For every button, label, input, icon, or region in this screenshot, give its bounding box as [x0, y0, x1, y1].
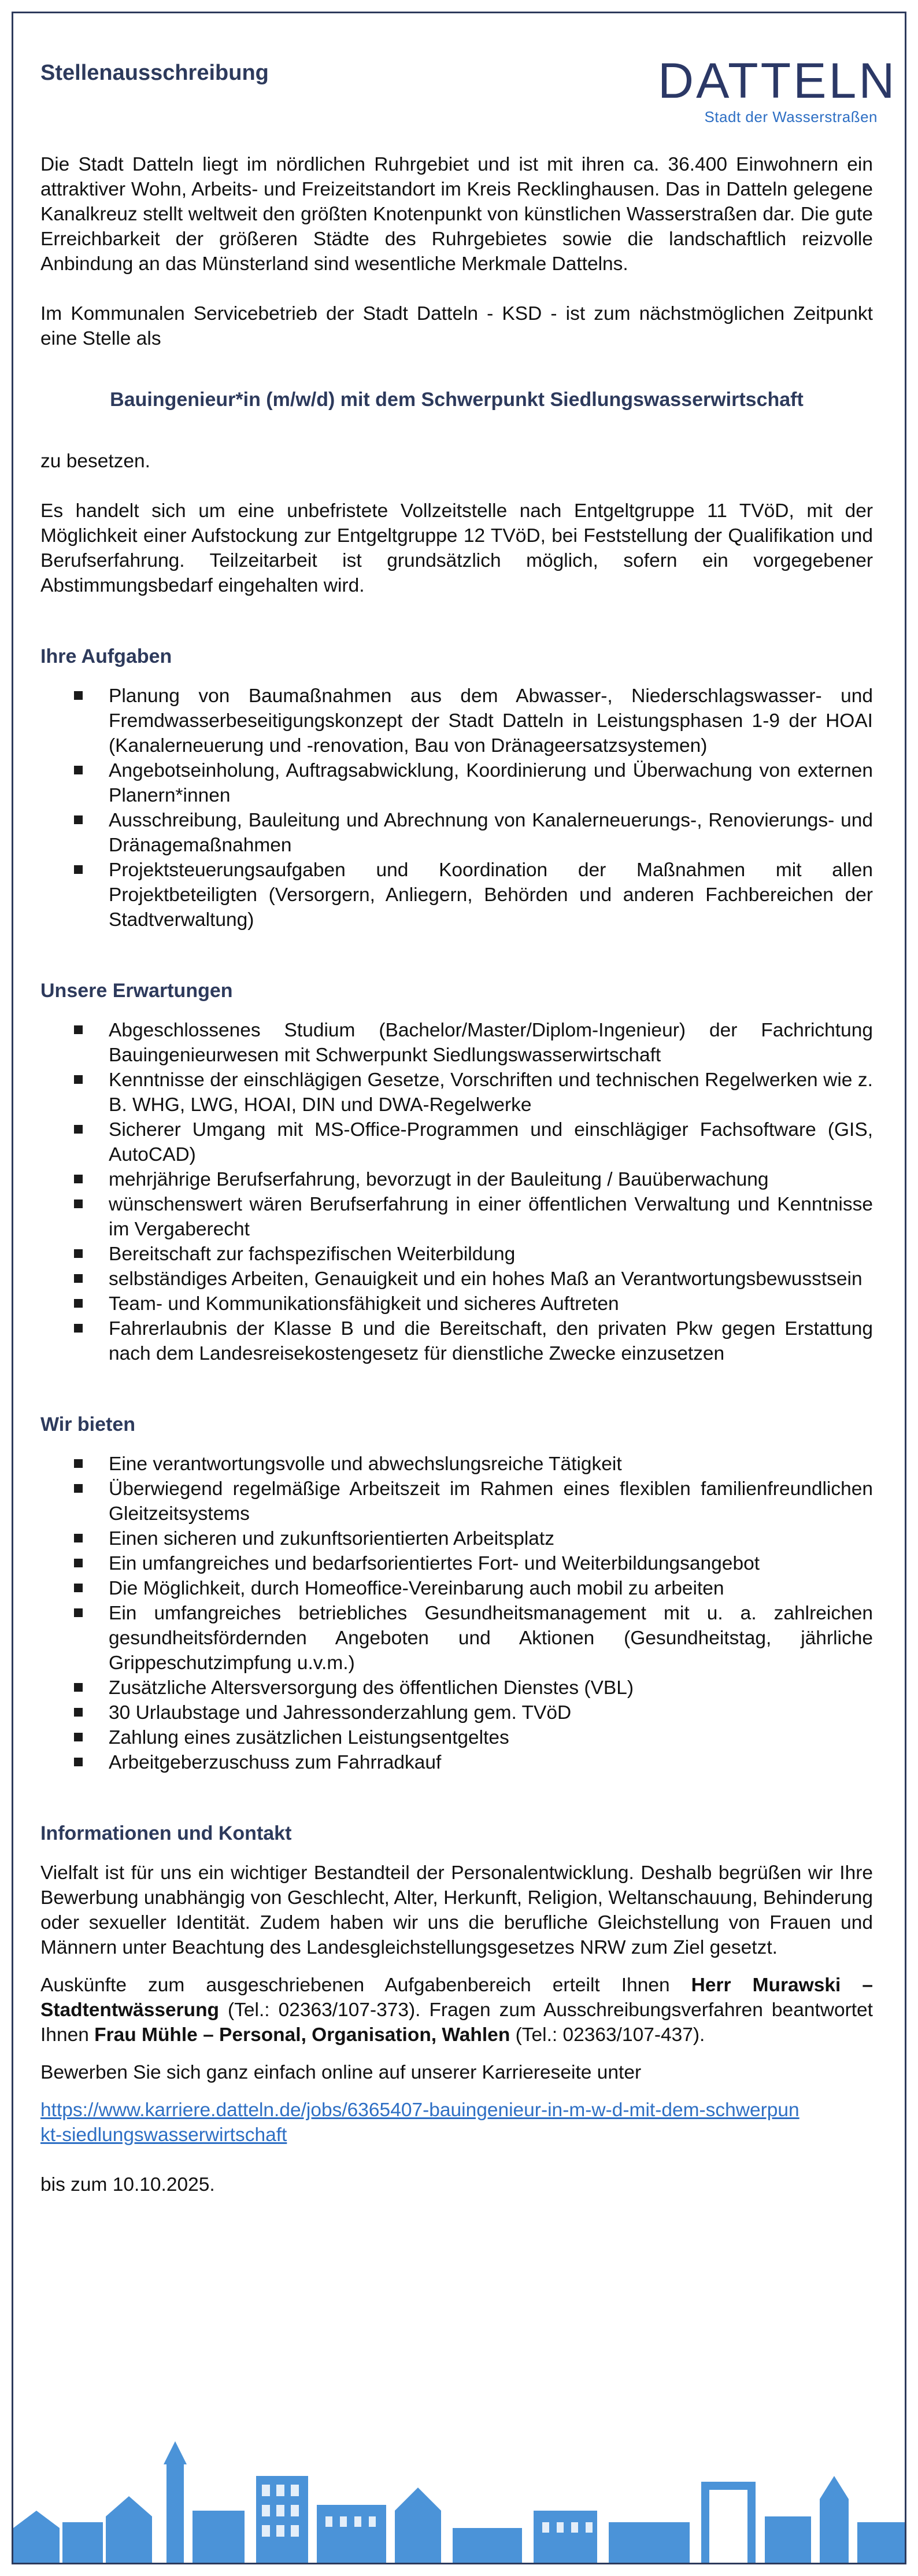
- list-item: Ausschreibung, Bauleitung und Abrechnung von Kanalerneuerungs-, Renovierungs- und Dränagemaßnahmen: [40, 808, 873, 858]
- list-item: Zahlung eines zusätzlichen Leistungsentgeltes: [40, 1725, 873, 1750]
- apply-paragraph: Bewerben Sie sich ganz einfach online auf unserer Karriereseite unter: [40, 2062, 642, 2083]
- contact-paragraph: Auskünfte zum ausgeschriebenen Aufgabenbereich erteilt Ihnen Herr Murawski – Stadtentwässerung (Tel.: 02363/107-373). Fragen zum Ausschreibungsverfahren beantwortet Ihnen Frau Mühle – Personal, Organisation, Wahlen (Tel.: 02363/107-437).: [40, 1975, 873, 2046]
- bullet-icon: [74, 865, 83, 874]
- list-item: mehrjährige Berufserfahrung, bevorzugt in der Bauleitung / Bauüberwachung: [40, 1167, 873, 1192]
- list-item: Zusätzliche Altersversorgung des öffentlichen Dienstes (VBL): [40, 1675, 873, 1700]
- logo-wordmark: DATTELN: [658, 53, 897, 109]
- bullet-icon: [74, 1025, 83, 1034]
- city-skyline-illustration: [13, 2441, 905, 2563]
- bullet-icon: [74, 1534, 83, 1542]
- bullet-icon: [74, 1708, 83, 1717]
- offers-list: [40, 1452, 873, 1775]
- career-page-link[interactable]: https://www.karriere.datteln.de/jobs/6365407-bauingenieur-in-m-w-d-mit-dem-schwerpunkt-siedlungswasserwirtschaft: [40, 2099, 799, 2146]
- ad-body: [40, 40, 873, 2197]
- bullet-icon: [74, 1249, 83, 1258]
- bullet-icon: [74, 1274, 83, 1283]
- list-item: Sicherer Umgang mit MS-Office-Programmen und einschlägiger Fachsoftware (GIS, AutoCAD): [40, 1117, 873, 1167]
- bullet-icon: [74, 1559, 83, 1567]
- list-item: Bereitschaft zur fachspezifischen Weiterbildung: [40, 1242, 873, 1267]
- bullet-icon: [74, 766, 83, 774]
- tasks-list: [40, 684, 873, 932]
- bullet-icon: [74, 1299, 83, 1308]
- contact-person-technical: Herr Murawski – Stadtentwässerung: [40, 1975, 873, 2021]
- bullet-icon: [74, 815, 83, 824]
- diversity-paragraph: Vielfalt ist für uns ein wichtiger Bestandteil der Personalentwicklung. Deshalb begrüßen wir Ihre Bewerbung unabhängig von Geschlecht, Alter, Herkunft, Religion, Weltanschauung, Behinderung oder sexueller Identität. Zudem haben wir uns die berufliche Gleichstellung von Frauen und Männern unter Beachtung des Landesgleichstellungsgesetzes NRW zum Ziel gesetzt.: [40, 1862, 873, 1958]
- bullet-icon: [74, 1584, 83, 1592]
- list-item: Die Möglichkeit, durch Homeoffice-Vereinbarung auch mobil zu arbeiten: [40, 1576, 873, 1601]
- list-item: Einen sicheren und zukunftsorientierten Arbeitsplatz: [40, 1526, 873, 1551]
- list-item: Projektsteuerungsaufgaben und Koordination der Maßnahmen mit allen Projektbeteiligten (Versorgern, Anliegern, Behörden und anderen Fachbereichen der Stadtverwaltung): [40, 858, 873, 932]
- deadline-text: bis zum 10.10.2025.: [40, 2174, 215, 2195]
- bullet-icon: [74, 1125, 83, 1134]
- tasks-heading: Ihre Aufgaben: [40, 645, 172, 667]
- contract-paragraph: Es handelt sich um eine unbefristete Vollzeitstelle nach Entgeltgruppe 11 TVöD, mit der Möglichkeit einer Aufstockung zur Entgeltgruppe 12 TVöD, bei Feststellung der Qualifikation und Berufserfahrung. Teilzeitarbeit ist grundsätzlich möglich, sofern ein vorgegebener Abstimmungsbedarf eingehalten wird.: [40, 500, 873, 596]
- list-item: Team- und Kommunikationsfähigkeit und sicheres Auftreten: [40, 1291, 873, 1316]
- bullet-icon: [74, 1683, 83, 1692]
- expectations-heading: Unsere Erwartungen: [40, 980, 233, 1002]
- intro-paragraph: Die Stadt Datteln liegt im nördlichen Ruhrgebiet und ist mit ihren ca. 36.400 Einwohnern ein attraktiver Wohn, Arbeits- und Freizeitstandort im Kreis Recklinghausen. Das in Datteln gelegene Kanalkreuz stellt weltweit den größten Knotenpunkt von künstlichen Wasserstraßen dar. Die gute Erreichbarkeit der größeren Städte des Ruhrgebietes sowie die landschaftlich reizvolle Anbindung an das Münsterland sind wesentliche Merkmale Dattelns.: [40, 154, 873, 275]
- list-item: 30 Urlaubstage und Jahressonderzahlung gem. TVöD: [40, 1700, 873, 1725]
- list-item: Planung von Baumaßnahmen aus dem Abwasser-, Niederschlagswasser- und Fremdwasserbeseitigungskonzept der Stadt Datteln in Leistungsphasen 1-9 der HOAI (Kanalerneuerung und -renovation, Bau von Dränageersatzsystemen): [40, 684, 873, 758]
- bullet-icon: [74, 1733, 83, 1741]
- list-item: Ein umfangreiches betriebliches Gesundheitsmanagement mit u. a. zahlreichen gesundheitsfördernden Angeboten und Aktionen (Gesundheitstag, jährliche Grippeschutzimpfung u.v.m.): [40, 1601, 873, 1675]
- list-item: Überwiegend regelmäßige Arbeitszeit im Rahmen eines flexiblen familienfreundlichen Gleitzeitsystems: [40, 1477, 873, 1526]
- bullet-icon: [74, 1200, 83, 1208]
- bullet-icon: [74, 1608, 83, 1617]
- bullet-icon: [74, 1758, 83, 1766]
- bullet-icon: [74, 1484, 83, 1493]
- bullet-icon: [74, 1175, 83, 1183]
- list-item: Ein umfangreiches und bedarfsorientiertes Fort- und Weiterbildungsangebot: [40, 1551, 873, 1576]
- list-item: Arbeitgeberzuschuss zum Fahrradkauf: [40, 1750, 873, 1775]
- bullet-icon: [74, 1075, 83, 1084]
- list-item: Abgeschlossenes Studium (Bachelor/Master/Diplom-Ingenieur) der Fachrichtung Bauingenieurwesen mit Schwerpunkt Siedlungswasserwirtschaft: [40, 1018, 873, 1068]
- bullet-icon: [74, 1459, 83, 1468]
- page-title: Stellenausschreibung: [40, 61, 269, 85]
- contact-person-hr: Frau Mühle – Personal, Organisation, Wahlen: [94, 2024, 510, 2046]
- list-item: wünschenswert wären Berufserfahrung in einer öffentlichen Verwaltung und Kenntnisse im Vergaberecht: [40, 1192, 873, 1242]
- list-item: Kenntnisse der einschlägigen Gesetze, Vorschriften und technischen Regelwerken wie z. B. WHG, LWG, HOAI, DIN und DWA-Regelwerke: [40, 1068, 873, 1117]
- list-item: selbständiges Arbeiten, Genauigkeit und ein hohes Maß an Verantwortungsbewusstsein: [40, 1267, 873, 1291]
- expectations-list: [40, 1018, 873, 1366]
- list-item: Fahrerlaubnis der Klasse B und die Bereitschaft, den privaten Pkw gegen Erstattung nach dem Landesreisekostengesetz für dienstliche Zwecke einzusetzen: [40, 1316, 873, 1366]
- bullet-icon: [74, 1324, 83, 1333]
- intro-position-paragraph: Im Kommunalen Servicebetrieb der Stadt Datteln - KSD - ist zum nächstmöglichen Zeitpunkt eine Stelle als: [40, 303, 873, 349]
- to-fill-text: zu besetzen.: [40, 451, 150, 472]
- offers-heading: Wir bieten: [40, 1414, 136, 1435]
- list-item: Eine verantwortungsvolle und abwechslungsreiche Tätigkeit: [40, 1452, 873, 1477]
- contact-heading: Informationen und Kontakt: [40, 1822, 292, 1844]
- bullet-icon: [74, 691, 83, 700]
- list-item: Angebotseinholung, Auftragsabwicklung, Koordinierung und Überwachung von externen Planern*innen: [40, 758, 873, 808]
- logo-tagline: Stadt der Wasserstraßen: [704, 108, 878, 126]
- job-title: Bauingenieur*in (m/w/d) mit dem Schwerpunkt Siedlungswasserwirtschaft: [110, 389, 804, 411]
